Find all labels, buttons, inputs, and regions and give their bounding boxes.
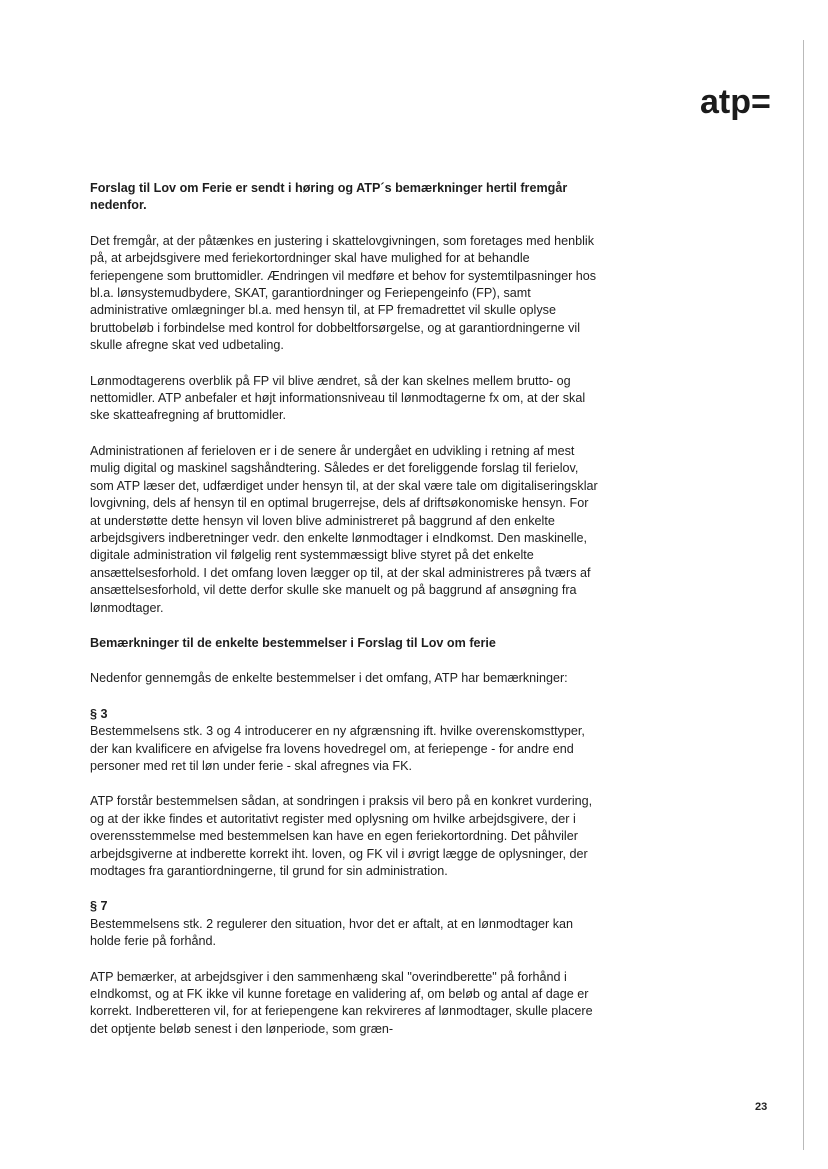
intro-heading: Forslag til Lov om Ferie er sendt i høring og ATP´s bemærkninger hertil fremgår nedenfor. bbox=[90, 181, 568, 213]
section-3-comment: ATP forstår bestemmelsen sådan, at sondringen i praksis vil bero på en konkret vurdering, og at der ikke findes et autoritativt register med oplysning om hvilke arbejdsgivere, der i overensstemmelse med bestemmelsen kan have en egen feriekortordning. Det påhviler arbejdsgiverne at indberette korrekt iht. loven, og FK vil i øvrigt lægge de oplysninger, der modtages fra garantiordningerne, til grund for sin administration. bbox=[90, 794, 593, 878]
atp-logo: atp= bbox=[700, 83, 771, 121]
page-number: 23 bbox=[755, 1101, 768, 1113]
section-7-heading: § 7 bbox=[90, 899, 108, 914]
paragraph-administration: Administrationen af ferieloven er i de senere år undergået en udvikling i retning af mest mulig digital og maskinel sagshåndtering. Således er det foreliggende forslag til ferielov, som ATP læser det, udfærdiget under hensyn til, at der skal være tale om digitaliseringsklar lovgivning, dels af hensyn til en optimal brugerrejse, dels af driftsøkonomiske hensyn. For at understøtte dette hensyn vil loven blive administreret på baggrund af den enkelte arbejdsgivers indberetninger vedr. den enkelte lønmodtager i eIndkomst. Den maskinelle, digitale administration vil følgelig rent systemmæssigt blive styret på det enkelte ansættelsesforhold. I det omfang loven lægger op til, at der skal administreres på tværs af ansættelsesforhold, vil dette derfor skulle ske manuelt og på baggrund af ansøgning fra lønmodtager. bbox=[90, 443, 598, 615]
section-3-heading: § 3 bbox=[90, 706, 108, 721]
section-intro: Nedenfor gennemgås de enkelte bestemmelser i det omfang, ATP har bemærkninger: bbox=[90, 671, 568, 686]
paragraph-tax-adjustment: Det fremgår, at der påtænkes en justering i skattelovgivningen, som foretages med henblik på, at arbejdsgivere med feriekortordninger skal have mulighed for at behandle feriepengene som bruttomidler. Ændringen vil medføre et behov for systemtilpasninger hos bl.a. lønsystemudbydere, SKAT, garantiordninger og Feriepengeinfo (FP), samt administrative omlægninger bl.a. med hensyn til, at FP fremadrettet vil skulle oplyse bruttobeløb i forbindelse med kontrol for dobbeltforsørgelse, og at garantiordningerne vil skulle afregne skat ved udbetaling. bbox=[90, 233, 597, 353]
section-7-comment: ATP bemærker, at arbejdsgiver i den sammenhæng skal "overindberette" på forhånd i eIndkomst, og at FK ikke vil kunne foretage en validering af, om beløb og antal af dage er korrekt. Indberetteren vil, for at feriepengene kan rekvireres af lønmodtager, skulle placere det optjente beløb senest i den lønperiode, som græn- bbox=[90, 969, 593, 1036]
section-7-text: Bestemmelsens stk. 2 regulerer den situation, hvor det er aftalt, at en lønmodtager kan holde ferie på forhånd. bbox=[90, 916, 574, 949]
paragraph-employee-overview: Lønmodtagerens overblik på FP vil blive ændret, så der kan skelnes mellem brutto- og nettomidler. ATP anbefaler et højt informationsniveau til lønmodtagerne fx om, at der skal ske skatteafregning af bruttomidler. bbox=[90, 373, 586, 423]
section-3-text: Bestemmelsens stk. 3 og 4 introducerer en ny afgrænsning ift. hvilke overenskomsttyper, der kan kvalificere en afvigelse fra lovens hovedregel om, at feriepenge - for andre end personer med ret til løn under ferie - skal afregnes via FK. bbox=[90, 724, 585, 773]
section-heading: Bemærkninger til de enkelte bestemmelser i Forslag til Lov om ferie bbox=[90, 635, 496, 650]
document-body bbox=[90, 180, 598, 1056]
scan-edge-line bbox=[803, 40, 804, 1150]
